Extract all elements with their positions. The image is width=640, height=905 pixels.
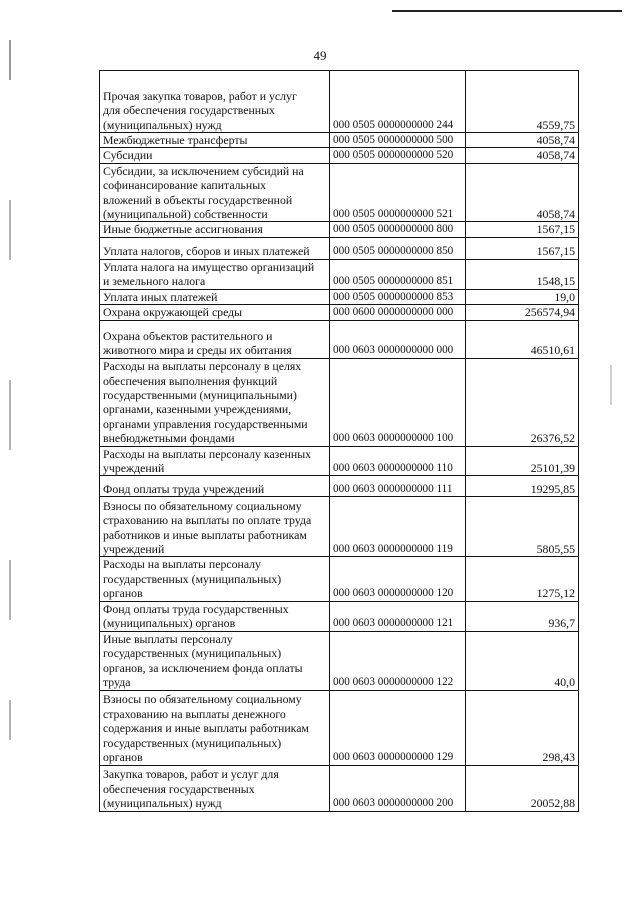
- budget-code: 000 0603 0000000000 111: [330, 476, 466, 497]
- amount: 40,0: [466, 631, 579, 690]
- amount: 1548,15: [466, 259, 579, 289]
- budget-code: 000 0603 0000000000 000: [330, 320, 466, 358]
- expense-name: Субсидии, за исключением субсидий на софинансирование капитальных вложений в объекты государственной (муниципальной) собственности: [100, 163, 330, 222]
- budget-code: 000 0505 0000000000 851: [330, 259, 466, 289]
- table-row: [100, 631, 579, 690]
- table-row: [100, 601, 579, 631]
- expense-name: Прочая закупка товаров, работ и услуг для обеспечения государственных (муниципальных) нужд: [100, 71, 330, 133]
- budget-code: 000 0505 0000000000 800: [330, 222, 466, 237]
- amount: 4058,74: [466, 163, 579, 222]
- amount: 1567,15: [466, 222, 579, 237]
- left-margin-mark: [9, 700, 11, 740]
- amount: 26376,52: [466, 358, 579, 446]
- table-row: [100, 148, 579, 163]
- left-margin-mark: [9, 380, 11, 450]
- budget-code: 000 0603 0000000000 200: [330, 765, 466, 811]
- table-row: [100, 133, 579, 148]
- budget-code: 000 0505 0000000000 520: [330, 148, 466, 163]
- budget-code: 000 0505 0000000000 853: [330, 289, 466, 304]
- amount: 25101,39: [466, 446, 579, 476]
- expense-name: Субсидии: [100, 148, 330, 163]
- table-row: [100, 446, 579, 476]
- budget-code: 000 0505 0000000000 500: [330, 133, 466, 148]
- expense-name: Уплата иных платежей: [100, 289, 330, 304]
- amount: 1567,15: [466, 237, 579, 259]
- expense-name: Взносы по обязательному социальному страхованию на выплаты по оплате труда работников и иные выплаты работникам учреждений: [100, 497, 330, 557]
- expense-name: Охрана окружающей среды: [100, 305, 330, 320]
- amount: 256574,94: [466, 305, 579, 320]
- expense-name: Охрана объектов растительного и животного мира и среды их обитания: [100, 320, 330, 358]
- expense-name: Иные бюджетные ассигнования: [100, 222, 330, 237]
- table-row: [100, 690, 579, 765]
- amount: 5805,55: [466, 497, 579, 557]
- budget-code: 000 0603 0000000000 119: [330, 497, 466, 557]
- budget-code: 000 0603 0000000000 100: [330, 358, 466, 446]
- expense-name: Межбюджетные трансферты: [100, 133, 330, 148]
- table-row: [100, 222, 579, 237]
- amount: 20052,88: [466, 765, 579, 811]
- expense-name: Расходы на выплаты персоналу государственных (муниципальных) органов: [100, 557, 330, 601]
- left-margin-mark: [9, 40, 11, 80]
- amount: 936,7: [466, 601, 579, 631]
- budget-code: 000 0600 0000000000 000: [330, 305, 466, 320]
- amount: 4559,75: [466, 71, 579, 133]
- expense-name: Взносы по обязательному социальному страхованию на выплаты денежного содержания и иные выплаты работникам государственных (муниципальных) органов: [100, 690, 330, 765]
- amount: 19295,85: [466, 476, 579, 497]
- expense-name: Фонд оплаты труда государственных (муниципальных) органов: [100, 601, 330, 631]
- table-row: [100, 259, 579, 289]
- budget-table-body: [100, 71, 579, 812]
- table-row: [100, 305, 579, 320]
- budget-code: 000 0603 0000000000 110: [330, 446, 466, 476]
- table-row: [100, 476, 579, 497]
- left-margin-mark: [9, 200, 11, 260]
- table-row: [100, 320, 579, 358]
- budget-code: 000 0603 0000000000 129: [330, 690, 466, 765]
- table-row: [100, 497, 579, 557]
- amount: 4058,74: [466, 148, 579, 163]
- budget-code: 000 0505 0000000000 244: [330, 71, 466, 133]
- expense-name: Расходы на выплаты персоналу в целях обеспечения выполнения функций государственными (муниципальными) органами, казенными учреждениями, органами управления государственными внебюджетными фондами: [100, 358, 330, 446]
- table-row: [100, 289, 579, 304]
- amount: 19,0: [466, 289, 579, 304]
- amount: 298,43: [466, 690, 579, 765]
- amount: 46510,61: [466, 320, 579, 358]
- table-row: [100, 557, 579, 601]
- page-number: 49: [313, 48, 327, 63]
- amount: 1275,12: [466, 557, 579, 601]
- budget-code: 000 0603 0000000000 122: [330, 631, 466, 690]
- budget-code: 000 0603 0000000000 120: [330, 557, 466, 601]
- expense-name: Иные выплаты персоналу государственных (муниципальных) органов, за исключением фонда оплаты труда: [100, 631, 330, 690]
- budget-code: 000 0505 0000000000 521: [330, 163, 466, 222]
- table-row: [100, 71, 579, 133]
- expense-name: Уплата налога на имущество организаций и земельного налога: [100, 259, 330, 289]
- expense-name: Расходы на выплаты персоналу казенных учреждений: [100, 446, 330, 476]
- right-margin-mark: [610, 365, 612, 405]
- budget-table: [99, 70, 579, 812]
- table-row: [100, 358, 579, 446]
- expense-name: Закупка товаров, работ и услуг для обеспечения государственных (муниципальных) нужд: [100, 765, 330, 811]
- budget-code: 000 0603 0000000000 121: [330, 601, 466, 631]
- table-row: [100, 163, 579, 222]
- table-row: [100, 237, 579, 259]
- expense-name: Уплата налогов, сборов и иных платежей: [100, 237, 330, 259]
- table-row: [100, 765, 579, 811]
- budget-code: 000 0505 0000000000 850: [330, 237, 466, 259]
- header-rule: [392, 10, 622, 12]
- left-margin-mark: [9, 560, 11, 620]
- amount: 4058,74: [466, 133, 579, 148]
- expense-name: Фонд оплаты труда учреждений: [100, 476, 330, 497]
